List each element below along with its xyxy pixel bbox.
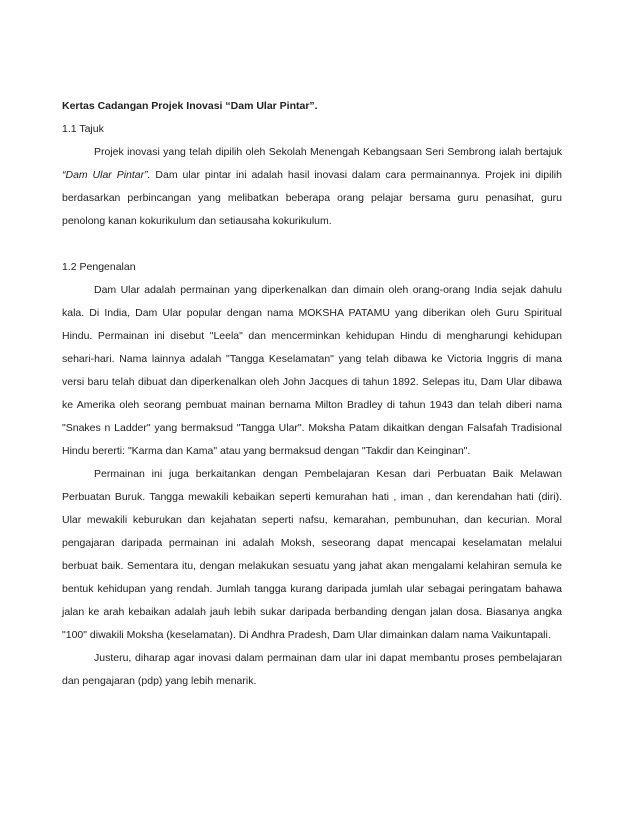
- paragraph-text: Projek inovasi yang telah dipilih oleh Sekolah Menengah Kebangsaan Seri Sembrong ialah bertajuk: [94, 146, 562, 158]
- project-name-italic: “Dam Ular Pintar”.: [62, 169, 151, 181]
- section-heading-tajuk: 1.1 Tajuk: [62, 123, 104, 135]
- paragraph-text: Dam ular pintar ini adalah hasil inovasi dalam cara permainannya. Projek ini dipilih berdasarkan perbincangan yang melibatkan beberapa orang pelajar bersama guru penasihat, guru penolong kanan kokurikulum dan setiausaha kokurikulum.: [62, 169, 562, 227]
- section-spacer: [62, 233, 562, 256]
- paragraph-pengenalan-3: Justeru, diharap agar inovasi dalam permainan dam ular ini dapat membantu proses pembelajaran dan pengajaran (pdp) yang lebih menarik.: [62, 652, 562, 687]
- paragraph-pengenalan-2: Permainan ini juga berkaitankan dengan Pembelajaran Kesan dari Perbuatan Baik Melawan Perbuatan Buruk. Tangga mewakili kebaikan seperti kemurahan hati , iman , dan kerendahan hati (diri). Ular mewakili keburukan dan kejahatan seperti nafsu, kemarahan, pembunuhan, dan kecurian. Moral pengajaran daripada permainan ini adalah Moksh, seseorang dapat mencapai keselamatan melalui berbuat baik. Sementara itu, dengan melakukan sesuatu yang jahat akan mengalami kelahiran semula ke bentuk kehidupan yang rendah. Jumlah tangga kurang daripada jumlah ular sebagai peringatam bahawa jalan ke arah kebaikan adalah jauh lebih sukar daripada berbanding dengan jalan dosa. Biasanya angka "100" diwakili Moksha (keselamatan). Di Andhra Pradesh, Dam Ular dimainkan dalam nama Vaikuntapali.: [62, 468, 562, 641]
- paragraph-pengenalan-1: Dam Ular adalah permainan yang diperkenalkan dan dimain oleh orang-orang India sejak dahulu kala. Di India, Dam Ular popular dengan nama MOKSHA PATAMU yang diberikan oleh Guru Spiritual Hindu. Permainan ini disebut "Leela" dan mencerminkan kehidupan Hindu di mengharungi kehidupan sehari-hari. Nama lainnya adalah "Tangga Keselamatan" yang telah dibawa ke Victoria Inggris di mana versi baru telah dibuat dan diperkenalkan oleh John Jacques di tahun 1892. Selepas itu, Dam Ular dibawa ke Amerika oleh seorang pembuat mainan bernama Milton Bradley di tahun 1943 dan telah diberi nama "Snakes n Ladder" yang bermaksud "Tangga Ular". Moksha Patam dikaitkan dengan Falsafah Tradisional Hindu bererti: "Karma dan Kama" atau yang bermaksud dengan "Takdir dan Keinginan".: [62, 284, 562, 457]
- section-heading-pengenalan: 1.2 Pengenalan: [62, 261, 136, 273]
- paragraph-tajuk: [62, 141, 562, 233]
- document-title: Kertas Cadangan Projek Inovasi “Dam Ular Pintar”.: [62, 100, 318, 112]
- document-page: [62, 95, 562, 693]
